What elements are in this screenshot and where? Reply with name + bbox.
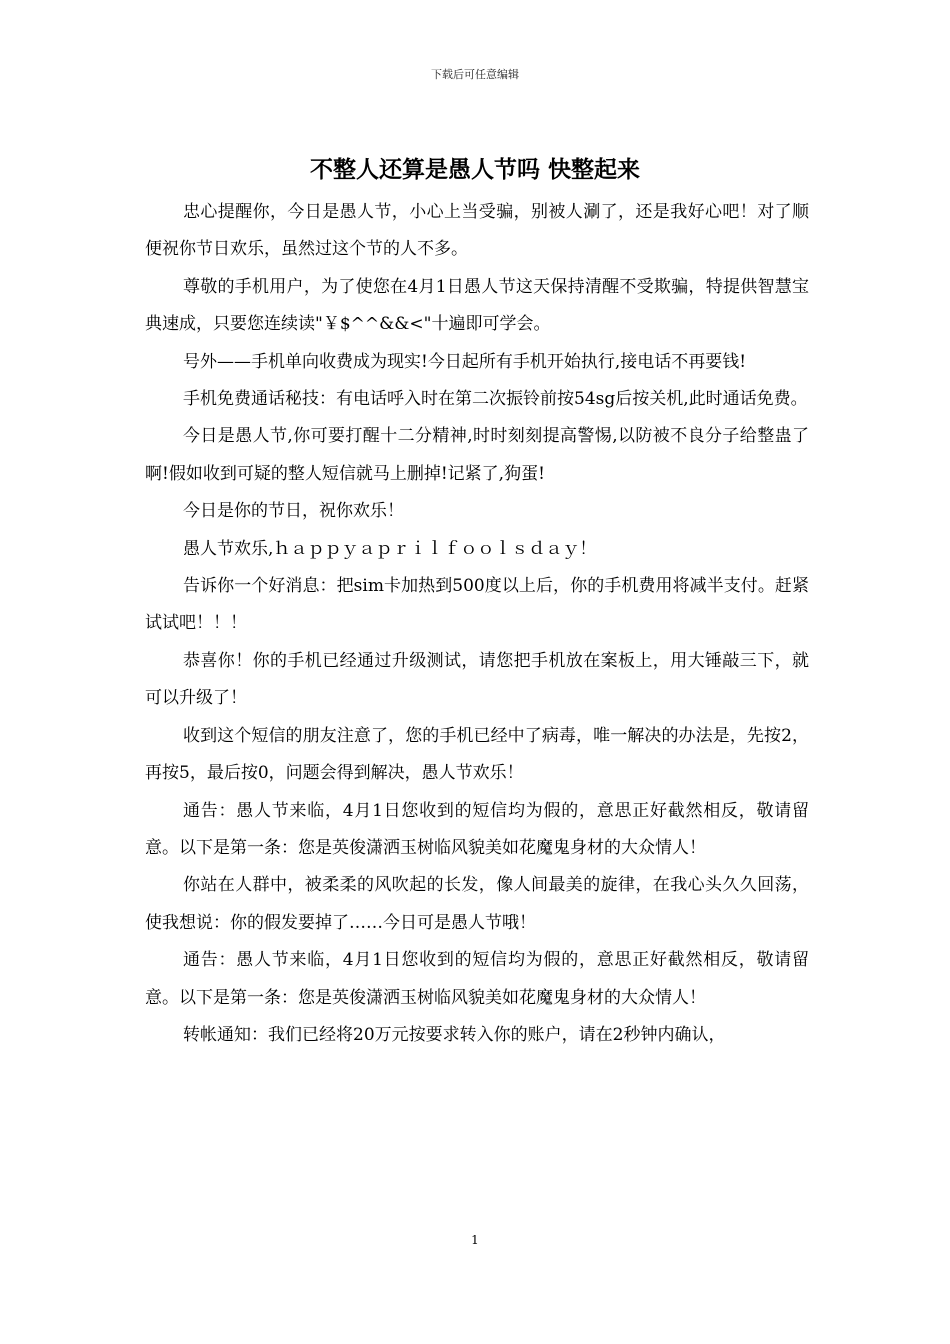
paragraph: 通告：愚人节来临，4月1日您收到的短信均为假的，意思正好截然相反，敬请留意。以下是第一条：您是英俊潇洒玉树临风貌美如花魔鬼身材的大众情人！ [145, 950, 809, 1008]
paragraph: 今日是愚人节,你可要打醒十二分精神,时时刻刻提高警惕,以防被不良分子给整蛊了啊!假如收到可疑的整人短信就马上删掉!记紧了,狗蛋! [145, 426, 809, 484]
paragraph: 手机免费通话秘技：有电话呼入时在第二次振铃前按54sg后按关机,此时通话免费。 [183, 389, 808, 410]
paragraph: 号外——手机单向收费成为现实!今日起所有手机开始执行,接电话不再要钱! [183, 351, 747, 372]
paragraph: 你站在人群中，被柔柔的风吹起的长发，像人间最美的旋律，在我心头久久回荡，使我想说：你的假发要掉了……今日可是愚人节哦！ [145, 875, 809, 933]
paragraph: 告诉你一个好消息：把sim卡加热到500度以上后，你的手机费用将减半支付。赶紧试试吧！！！ [145, 576, 809, 634]
paragraph: 愚人节欢乐,ｈａｐｐｙａｐｒｉｌｆｏｏｌｓｄａｙ！ [183, 538, 597, 559]
paragraph: 恭喜你！你的手机已经通过升级测试，请您把手机放在案板上，用大锤敲三下，就可以升级了！ [145, 650, 809, 709]
paragraph: 尊敬的手机用户，为了使您在4月1日愚人节这天保持清醒不受欺骗，特提供智慧宝典速成，只要您连续读"￥$^^&&<"十遍即可学会。 [145, 276, 809, 335]
page-number: 1 [471, 1233, 479, 1247]
paragraph: 收到这个短信的朋友注意了，您的手机已经中了病毒，唯一解决的办法是，先按2，再按5，最后按0，问题会得到解决，愚人节欢乐！ [145, 725, 809, 784]
page-title: 不整人还算是愚人节吗 快整起来 [309, 157, 640, 183]
paragraph: 通告：愚人节来临，4月1日您收到的短信均为假的，意思正好截然相反，敬请留意。以下是第一条：您是英俊潇洒玉树临风貌美如花魔鬼身材的大众情人！ [145, 800, 809, 858]
document-body [145, 194, 809, 1054]
paragraph: 忠心提醒你，今日是愚人节，小心上当受骗，别被人涮了，还是我好心吧！对了顺便祝你节日欢乐，虽然过这个节的人不多。 [145, 202, 809, 260]
paragraph: 转帐通知：我们已经将20万元按要求转入你的账户，请在2秒钟内确认， [183, 1024, 726, 1045]
header-note: 下载后可任意编辑 [431, 68, 519, 81]
paragraph: 今日是你的节日，祝你欢乐！ [183, 501, 404, 522]
